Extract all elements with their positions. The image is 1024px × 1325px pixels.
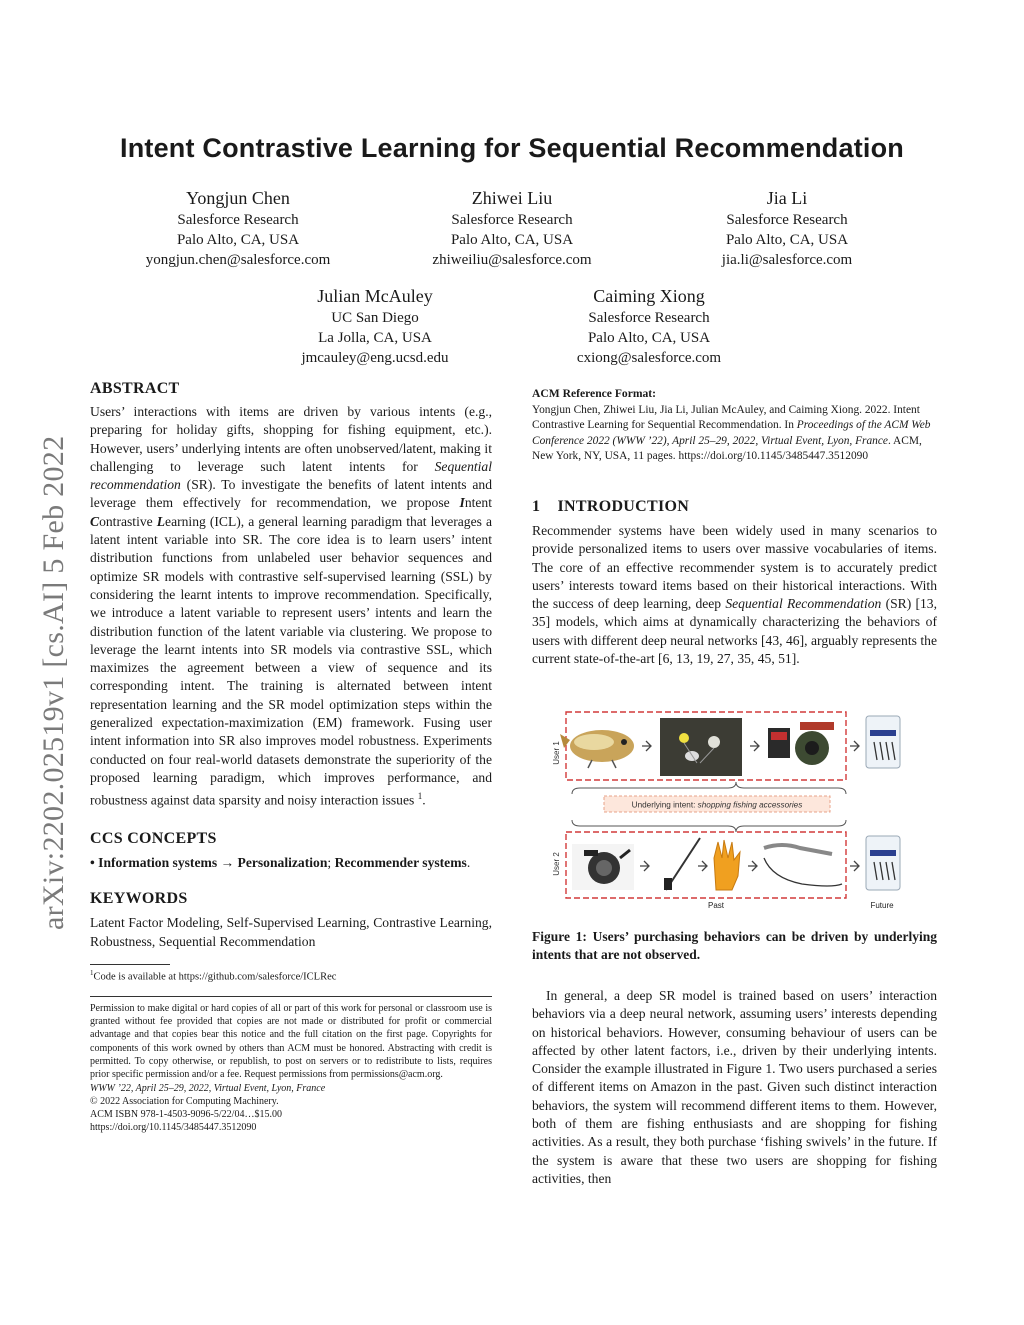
author-block xyxy=(667,186,907,270)
author-name: Jia Li xyxy=(766,188,808,208)
author-block xyxy=(529,284,769,368)
future-label: Future xyxy=(870,901,894,910)
author-affiliation: Salesforce Research xyxy=(177,212,299,228)
arrow-icon xyxy=(642,741,651,751)
author-block xyxy=(392,186,632,270)
keywords-heading: KEYWORDS xyxy=(90,890,188,908)
author-name: Julian McAuley xyxy=(317,286,433,306)
author-affiliation: UC San Diego xyxy=(331,310,419,326)
intent-brace-bottom xyxy=(572,820,846,832)
arrow-icon xyxy=(640,861,649,871)
intent-label: Underlying intent: shopping fishing accessories xyxy=(631,800,803,810)
intro-section xyxy=(532,498,937,668)
arrow-icon xyxy=(850,861,859,871)
author-location: Palo Alto, CA, USA xyxy=(587,330,711,346)
ccs-text: • Information systems → Personalization; Recommender systems. xyxy=(90,855,471,871)
ccs-heading: CCS CONCEPTS xyxy=(90,830,217,848)
paper-title: Intent Contrastive Learning for Sequential Recommendation xyxy=(120,133,904,163)
user2-label: User 2 xyxy=(552,852,561,876)
author-email[interactable]: cxiong@salesforce.com xyxy=(576,350,722,366)
figure-1-graphic xyxy=(532,708,937,914)
footnote-rule xyxy=(90,964,170,965)
arrow-icon xyxy=(748,861,757,871)
author-block xyxy=(255,284,495,368)
fishing-lure-icon xyxy=(560,730,634,768)
author-email[interactable]: jia.li@salesforce.com xyxy=(721,252,853,268)
fishing-swivel-pack-icon xyxy=(866,836,900,890)
intent-brace-top xyxy=(572,782,846,794)
author-affiliation: Salesforce Research xyxy=(726,212,848,228)
author-name: Zhiwei Liu xyxy=(471,188,553,208)
permission-rule xyxy=(90,996,492,997)
fishing-swivel-pack-icon xyxy=(866,716,900,768)
intro-paragraph-1: Recommender systems have been widely used in many scenarios to provide personalized items to users over massive vocabularies of items. The core of an effective recommender system is to accurately predict users’ interests toward items based on their historical interactions. With the success of deep learning, deep Sequential Recommendation (SR) [13, 35] models, which aims at dynamically characterizing the behaviors of users with different deep neural networks [43, 46], arguably represents the current state-of-the-art [6, 13, 19, 27, 35, 45, 51]. xyxy=(532,523,938,667)
acm-reference xyxy=(532,386,937,464)
intro-paragraph-2: In general, a deep SR model is trained based on users’ interaction behaviors via a deep neural network, assuming users’ interests depending on historical behaviors. However, consuming behaviour of users can be affected by other latent factors, i.e., driven by their underlying intents. Consider the example illustrated in Figure 1. Two users purchased a series of different items on Amazon in the past. Given such distinct interaction behaviors, the system will recommend different items to them. However, both of them are fishing enthusiasts and are shopping for fishing activities. As a result, they both purchase ‘fishing swivels’ in the future. If the system is aware that these two users are shopping for fishing activities, then xyxy=(532,988,937,1186)
arxiv-stamp xyxy=(22,375,70,930)
figure-1-caption: Figure 1: Users’ purchasing behaviors can be driven by underlying intents that are not observed. xyxy=(532,929,937,962)
fishing-gloves-icon xyxy=(714,840,740,890)
author-name: Yongjun Chen xyxy=(186,188,290,208)
author-location: La Jolla, CA, USA xyxy=(318,330,432,346)
user1-label: User 1 xyxy=(552,741,561,765)
spinner-bait-icon xyxy=(660,718,742,776)
author-affiliation: Salesforce Research xyxy=(451,212,573,228)
arrow-icon xyxy=(850,741,859,751)
arrow-icon xyxy=(698,861,707,871)
abstract-heading: ABSTRACT xyxy=(90,380,180,397)
fishing-reel-icon xyxy=(572,844,634,890)
author-email[interactable]: zhiweiliu@salesforce.com xyxy=(432,252,592,268)
abstract-text: Users’ interactions with items are driven by various intents (e.g., preparing for holiday gifts, shopping for fishing equipment, etc.). However, users’ underlying intents are often unobserved/latent, making it challenging to leverage such latent intents for Sequential recommendation (SR). To investigate the benefits of latent intents and leverage them effectively for recommendation, we propose Intent Contrastive Learning (ICL), a general learning paradigm that leverages a latent intent variable into SR. The core idea is to learn users’ intent distribution functions from unlabeled user behavior sequences and optimize SR models with contrastive self-supervised learning (SSL) by considering the learnt intents to improve recommendation. Specifically, we introduce a latent variable to represent users’ intents and learn the distribution function of the latent variable via clustering. We propose to leverage the learnt intents into SR models via contrastive SSL, which maximizes the agreement between a view of sequence and its corresponding intent. The training is alternated between intent representation learning and the SR model optimization steps within the generalized expectation-maximization (EM) framework. Fusing user intent information into SR also improves model robustness. Experiments conducted on four real-world datasets demonstrate the superiority of the proposed learning paradigm, which improves performance, and robustness against data sparsity and noisy interaction issues $^1$. xyxy=(90,404,492,808)
author-email[interactable]: yongjun.chen@salesforce.com xyxy=(145,252,331,268)
author-block xyxy=(118,186,358,270)
keywords-text: Latent Factor Modeling, Self-Supervised Learning, Contrastive Learning, Robustness, Sequential Recommendation xyxy=(90,915,492,949)
acm-ref-text: Yongjun Chen, Zhiwei Liu, Jia Li, Julian McAuley, and Caiming Xiong. 2022. Intent Contrastive Learning for Sequential Recommendation. In Proceedings of the ACM Web Conference 2022 (WWW ’22), April 25–29, 2022, Virtual Event, Lyon, France. ACM, New York, NY, USA, 11 pages. https://doi.org/10.1145/3485447.3512090 xyxy=(532,404,931,462)
author-name: Caiming Xiong xyxy=(593,286,705,306)
footnote-ref[interactable]: 1 xyxy=(417,791,423,802)
doi-link[interactable]: https://doi.org/10.1145/3485447.3512090 xyxy=(90,1122,257,1134)
acm-ref-heading: ACM Reference Format: xyxy=(532,387,657,400)
fishing-pliers-icon xyxy=(764,845,842,886)
author-email[interactable]: jmcauley@eng.ucsd.edu xyxy=(301,350,449,366)
intro-heading: 1 INTRODUCTION xyxy=(532,498,690,515)
fishing-line-icon xyxy=(768,722,834,765)
left-column xyxy=(90,380,492,1135)
author-location: Palo Alto, CA, USA xyxy=(725,232,849,248)
arxiv-stamp-text: arXiv:2202.02519v1 [cs.AI] 5 Feb 2022 xyxy=(37,435,70,930)
figure-1 xyxy=(532,708,937,914)
fishing-rod-icon xyxy=(664,838,700,890)
author-location: Palo Alto, CA, USA xyxy=(176,232,300,248)
author-location: Palo Alto, CA, USA xyxy=(450,232,574,248)
arrow-icon xyxy=(750,741,759,751)
author-affiliation: Salesforce Research xyxy=(588,310,710,326)
footnote: $^1$Code is available at https://github.com/salesforce/ICLRec xyxy=(90,968,337,983)
permission-block: Permission to make digital or hard copies of all or part of this work for personal or classroom use is granted without fee provided that copies are not made or distributed for profit or commercial advantage and that copies bear this notice and the full citation on the first page. Copyrights for components of this work owned by others than ACM must be honored. Abstracting with credit is permitted. To copy otherwise, or republish, to post on servers or to redistribute to lists, requires prior specific permission and/or a fee. Request permissions from permissions@acm.org. WWW ’22, April 25–29, 2022, Virtual Event, Lyon, France © 2022 Association for Computing Machinery. ACM ISBN 978-1-4503-9096-5/22/04…$15.00 https://doi.org/10.1145/3485447.3512090 xyxy=(90,1002,492,1134)
past-label: Past xyxy=(707,901,725,910)
